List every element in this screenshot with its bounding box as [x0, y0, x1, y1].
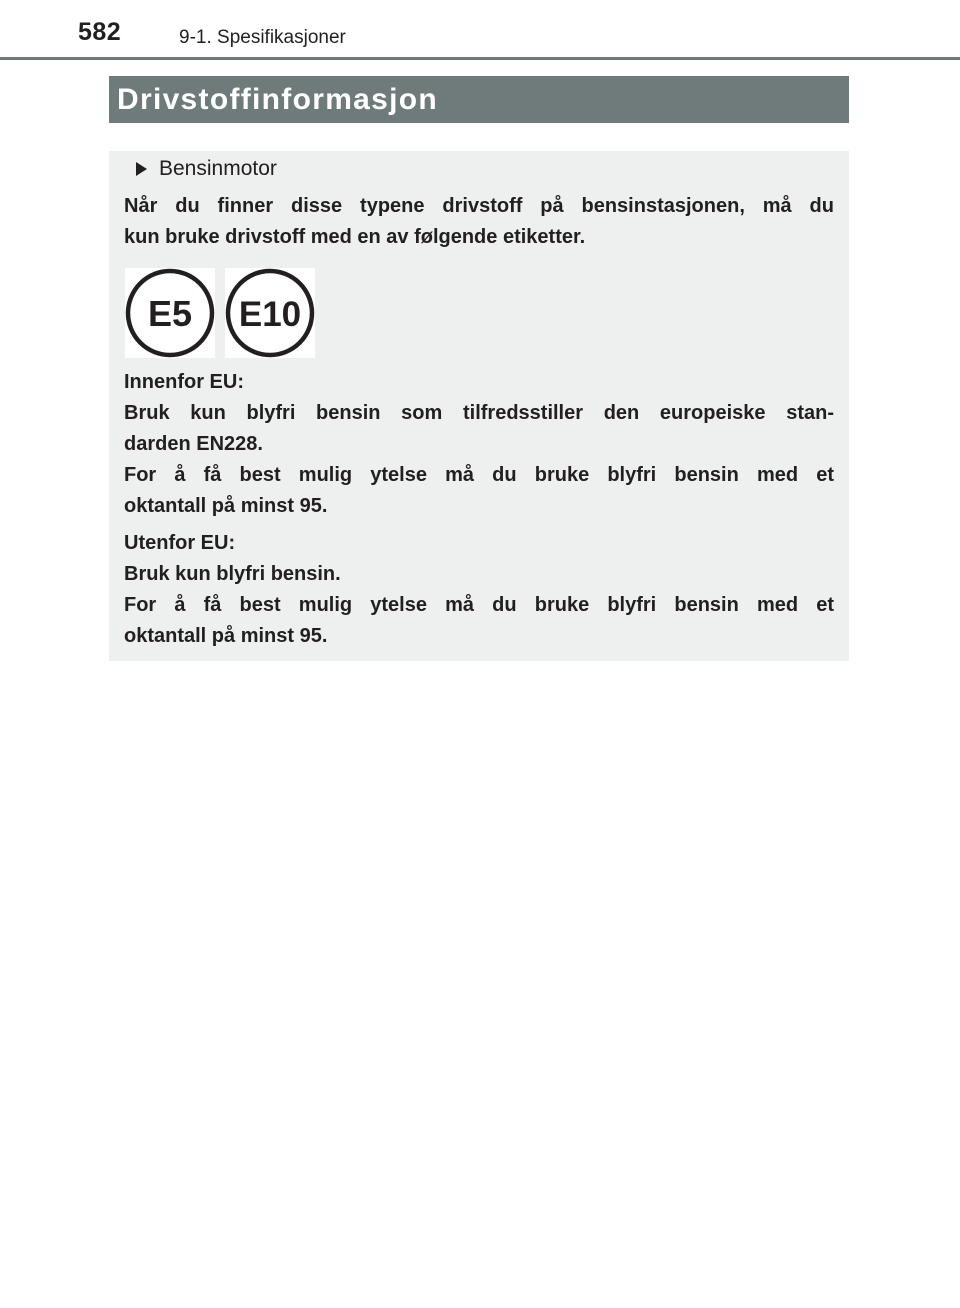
header-divider [0, 57, 960, 60]
eu-line: darden EN228. [124, 433, 263, 455]
fuel-label-e10 [225, 268, 315, 358]
eu-line: For å få best mulig ytelse må du bruke blyfri bensin med et [124, 464, 834, 486]
eu-paragraph [124, 367, 834, 522]
page-number: 582 [78, 18, 122, 46]
page-title-bar [109, 76, 849, 123]
fuel-label-e5 [125, 268, 215, 358]
subheading-label: Bensinmotor [159, 157, 277, 180]
e5-label-icon [125, 268, 215, 358]
intro-line: Når du finner disse typene drivstoff på bensinstasjonen, må du [124, 195, 834, 217]
non-eu-line: For å få best mulig ytelse må du bruke blyfri bensin med et [124, 594, 834, 616]
eu-line: Bruk kun blyfri bensin som tilfredsstiller den europeiske stan- [124, 402, 834, 424]
triangle-right-icon [136, 162, 147, 176]
section-title: 9-1. Spesifikasjoner [179, 27, 346, 48]
e10-label-icon [225, 268, 315, 358]
eu-line: oktantall på minst 95. [124, 495, 328, 517]
non-eu-line: Bruk kun blyfri bensin. [124, 563, 341, 585]
subheading [136, 157, 277, 181]
non-eu-paragraph [124, 528, 834, 652]
e5-label-text: E5 [147, 293, 193, 334]
page-title: Drivstoffinformasjon [117, 83, 439, 116]
non-eu-line: oktantall på minst 95. [124, 625, 328, 647]
intro-paragraph [124, 191, 834, 253]
eu-heading: Innenfor EU: [124, 371, 244, 393]
intro-line: kun bruke drivstoff med en av følgende etiketter. [124, 226, 586, 248]
e10-label-text: E10 [238, 295, 302, 334]
non-eu-heading: Utenfor EU: [124, 532, 236, 554]
fuel-info-panel [109, 151, 849, 661]
